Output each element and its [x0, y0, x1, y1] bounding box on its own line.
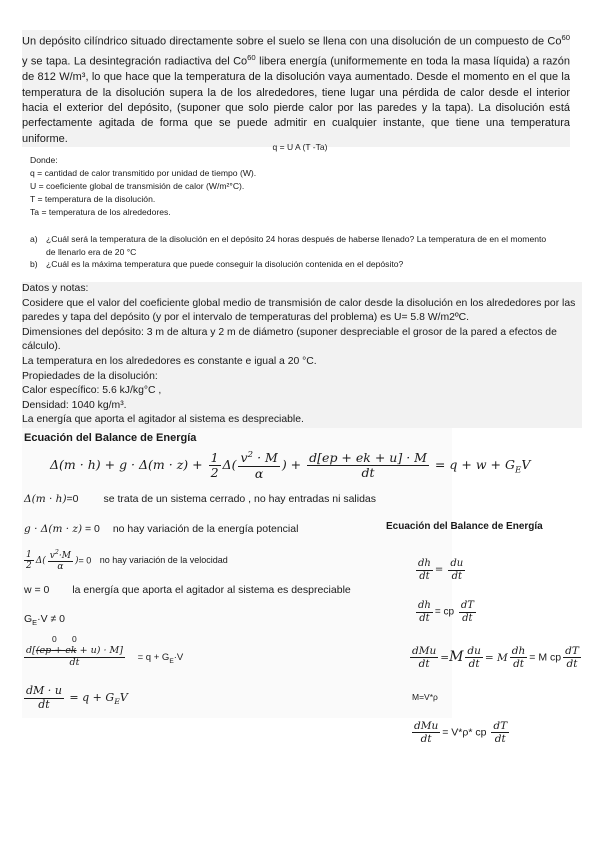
kinetic-energy-note: $\frac{1}{2}$ Δ( $\frac{v^2\cdot M}{\alpha}$ )= 0 no hay variación de la velocidad: [26, 549, 228, 573]
question-a: a) ¿Cuál será la temperatura de la disolución en el depósito 24 horas después de haberse llenado? La temperatura de en el momento de llenarlo era de 20 °C: [30, 234, 547, 257]
definition-line: q = cantidad de calor transmitido por unidad de tiempo (W).: [30, 168, 257, 178]
simplified-derivative: $\frac{d[(ep + ek + u) \cdot M]}{dt}$ = $q + G_E\cdot V$: [26, 645, 184, 668]
right-heading: Ecuación del Balance de Energía: [386, 521, 543, 532]
data-line: Cosidere que el valor del coeficiente global medio de transmisión de calor desde la disolución en los alrededores por las paredes y tapa del depósito (y por el intervalo de temperaturas del problema) es U= 5.8 W/m2ºC.: [22, 297, 576, 324]
definitions-list: [30, 154, 256, 219]
dh-cp-equation: $\frac{dh}{dt}$ = cp $\frac{dT}{dt}$: [418, 600, 474, 624]
final-right-equation: $\frac{\text{dMu}}{dt}$ = V*ρ* cp $\frac{dT}{dt}$: [414, 720, 508, 746]
data-notes: [22, 282, 582, 428]
left-heading: Ecuación del Balance de Energía: [24, 432, 197, 444]
zero-mark-1: 0: [52, 634, 57, 644]
definition-line: Ta = temperatura de los alrededores.: [30, 207, 171, 217]
data-line: Dimensiones del depósito: 3 m de altura y 2 m de diámetro (suponer despreciable el grosor de la pared a efectos de cálculo).: [22, 326, 557, 353]
data-line: La temperatura en los alrededores es constante e igual a 20 °C.: [22, 355, 317, 367]
data-line: La energía que aporta el agitador al sistema es despreciable.: [22, 414, 304, 426]
data-line: Datos y notas:: [22, 283, 89, 294]
definition-line: U = coeficiente global de transmisión de calor (W/m²°C).: [30, 181, 245, 191]
dmu-chain-equation: $\frac{\text{dMu}}{dt}$ =M $\frac{du}{dt}$ = M $\frac{dh}{dt}$ = M cp $\frac{dT}{dt}$: [412, 645, 579, 671]
dh-du-equation: $\frac{dh}{dt}$ = $\frac{du}{dt}$: [418, 558, 464, 582]
heat-loss-equation: q = U A (T -Ta): [272, 142, 328, 152]
enthalpy-term-note: Δ(m · h)=0 se trata de un sistema cerrado , no hay entradas ni salidas: [24, 493, 377, 505]
mass-definition: M=V*ρ: [412, 692, 438, 702]
work-note: w = 0 la energía que aporta el agitador al sistema es despreciable: [24, 584, 351, 596]
question-b: b) ¿Cuál es la máxima temperatura que puede conseguir la disolución contenida en el depósito?: [30, 259, 404, 269]
data-line: Densidad: 1040 kg/m³.: [22, 399, 127, 411]
questions-list: [30, 233, 550, 271]
data-line: Propiedades de la disolución:: [22, 370, 158, 382]
problem-statement: Un depósito cilíndrico situado directamente sobre el suelo se llena con una disolución de un compuesto de Co$^{60}$ y se tapa. La desintegración radiactiva del Co$^{60}$ libera energía (uniformemente en toda la masa líquida) a razón de 812 W/m³, lo que hace que la temperatura de la disolución vaya aumentado. Desde el momento en el que la temperatura de la disolución supera la de los alrededores, tiene lugar una pérdida de calor desde el interior hacia el exterior del depósito, (suponer que solo pierde calor por las paredes y la tapa). La disolución está perfectamente agitada de forma que se puede admitir en cualquier instante, que tiene una temperatura uniforme.: [22, 30, 570, 147]
data-line: Calor específico: 5.6 kJ/kg°C ,: [22, 385, 162, 397]
definition-line: Donde:: [30, 155, 58, 165]
potential-energy-note: g · Δ(m · z) = 0 no hay variación de la energía potencial: [24, 523, 299, 535]
generation-note: $G_E\cdot V \ne 0$: [24, 613, 66, 628]
definition-line: T = temperatura de la disolución.: [30, 194, 156, 204]
balance-equation: Δ(m · h) + g · Δ(m · z) + $\frac{1}{2}$ Δ( $\frac{v^2 \cdot M}{\alpha}$ ) + $\frac{d[ep + ek + u] \cdot M}{dt}$ = $q + w + G_EV$: [50, 449, 531, 481]
zero-mark-2: 0: [72, 634, 77, 644]
final-balance: $\frac{dM \cdot u}{dt}$ = $q + G_EV$: [26, 684, 128, 711]
